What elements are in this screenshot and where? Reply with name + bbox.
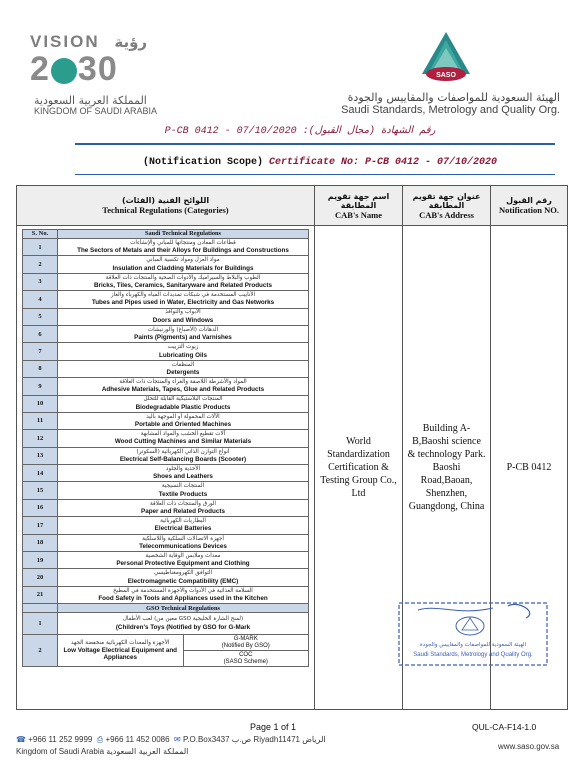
- row-number: 20: [23, 569, 58, 586]
- row-number: 21: [23, 586, 58, 603]
- header-regulations-en: Technical Regulations (Categories): [102, 205, 229, 215]
- regulation-english: Detergents: [166, 368, 200, 376]
- row-number: 7: [23, 343, 58, 360]
- stamp-text-en: Saudi Standards, Metrology and Quality Org.: [413, 652, 533, 658]
- regulation-arabic: آلات تقطيع الخشب والمواد المشابهة: [140, 431, 226, 438]
- row-number: 18: [23, 534, 58, 551]
- saso-stamp-icon: [398, 602, 548, 666]
- table-row: [23, 308, 309, 325]
- row-number: 8: [23, 360, 58, 377]
- table-row: [23, 273, 309, 290]
- table-row: [23, 517, 309, 534]
- table-row: [23, 378, 309, 395]
- regulation-arabic: أجهزة الاتصالات السلكية واللاسلكية: [142, 535, 224, 542]
- saso-arabic-name: الهيئة السعودية للمواصفات والمقاييس والجودة: [347, 91, 560, 104]
- regulation-cell: [58, 395, 309, 412]
- regulation-english: Personal Protective Equipment and Clothing: [116, 560, 250, 568]
- regulation-arabic: زيوت التزييت: [167, 344, 199, 351]
- regulation-cell: [58, 378, 309, 395]
- scope-line: [90, 157, 550, 168]
- section-saudi: Saudi Technical Regulations: [58, 230, 309, 239]
- row-number: 11: [23, 412, 58, 429]
- mail-icon: ✉: [174, 735, 181, 744]
- gmark-label: G-MARK: [233, 635, 258, 642]
- cab-address: Building A-B,Baoshi science & technology Park. Baoshi Road,Baoan, Shenzhen, Guangdong, China: [407, 423, 486, 512]
- regulation-english: Portable and Oriented Machines: [134, 421, 232, 429]
- vision-emblem-icon: [51, 58, 77, 84]
- divider: [75, 143, 555, 145]
- regulation-cell: [58, 256, 309, 273]
- regulation-arabic: الأجهزة والمعدات الكهربائية منخفضة الجهد: [71, 639, 170, 646]
- regulation-cell: [58, 552, 309, 569]
- table-row: [23, 412, 309, 429]
- row-number: 3: [23, 273, 58, 290]
- header-cab-name-ar: اسم جهة تقويم المطابقة: [327, 191, 390, 210]
- table-row: [23, 256, 309, 273]
- header-cab-name-en: CAB's Name: [335, 209, 382, 220]
- vision-arabic: رؤية: [114, 33, 148, 51]
- row-number: 2: [23, 635, 58, 667]
- regulation-english: Low Voltage Electrical Equipment and Appliances: [63, 647, 178, 662]
- regulation-cell: [58, 586, 309, 603]
- row-number: 16: [23, 499, 58, 516]
- regulation-english: Electrical Batteries: [154, 525, 212, 533]
- row-number: 10: [23, 395, 58, 412]
- coc-cell: [183, 651, 309, 667]
- regulation-arabic: التوافق الكهرومغناطيسي: [153, 570, 213, 577]
- regulation-arabic: معدات وملابس الوقاية الشخصية: [145, 552, 221, 559]
- header-cab-address: [403, 186, 491, 226]
- regulation-cell: [58, 447, 309, 464]
- section-row: [23, 604, 309, 613]
- regulation-arabic: الأبواب والنوافذ: [165, 309, 201, 316]
- regulation-arabic: الدهانات (الأصباغ) والورنيشات: [147, 326, 219, 333]
- table-row: [23, 291, 309, 308]
- vision-year-30: 30: [77, 50, 118, 88]
- regulation-cell: [58, 343, 309, 360]
- table-row: [23, 613, 309, 635]
- regulation-cell: [58, 325, 309, 342]
- row-number: 12: [23, 430, 58, 447]
- kingdom-line: [16, 747, 188, 756]
- row-number: 19: [23, 552, 58, 569]
- country-arabic: المملكة العربية السعودية: [34, 94, 147, 107]
- regulation-english: Bricks, Tiles, Ceramics, Sanitaryware and Related Products: [93, 281, 273, 289]
- row-number: 5: [23, 308, 58, 325]
- regulation-cell: [58, 360, 309, 377]
- certificate-line: P-CB 0412 - 07/10/2020 :رقم الشهادة (مجال القبول): [164, 126, 436, 137]
- table-row: [23, 447, 309, 464]
- regulation-arabic: مواد العزل ومواد تكسية المباني: [146, 257, 220, 264]
- regulation-cell: [58, 482, 309, 499]
- row-number: 6: [23, 325, 58, 342]
- regulation-cell: [58, 635, 184, 667]
- divider: [75, 174, 555, 175]
- notification-no: P-CB 0412: [506, 462, 552, 473]
- contact-line: [16, 735, 326, 745]
- coc-note: (SASO Scheme): [223, 658, 268, 665]
- regulation-cell: [58, 465, 309, 482]
- regulation-arabic: الأحذية والجلود: [165, 465, 201, 472]
- table-row: [23, 395, 309, 412]
- table-row: [23, 569, 309, 586]
- regulation-arabic: المنتجات البلاستيكية القابلة للتحلل: [143, 396, 223, 403]
- saso-english-name: Saudi Standards, Metrology and Quality Org.: [341, 104, 560, 116]
- vision-2030-logo: [30, 32, 170, 86]
- saso-logo-text: SASO: [436, 72, 456, 79]
- header-notification-ar: رقم القبول: [506, 196, 552, 205]
- table-row: [23, 325, 309, 342]
- regulation-cell: [58, 499, 309, 516]
- table-row: [23, 635, 309, 651]
- row-number: 4: [23, 291, 58, 308]
- header-notification-en: Notification NO.: [499, 205, 559, 215]
- regulation-cell: [58, 308, 309, 325]
- table-row: [23, 482, 309, 499]
- regulation-arabic: لعب الأطفال (معين من GSO لمنح الشارة الخليجية): [122, 616, 244, 623]
- table-header-row: [23, 230, 309, 239]
- row-number: 2: [23, 256, 58, 273]
- gmark-note: (Notified By GSO): [221, 642, 270, 649]
- header-cab-name: [315, 186, 403, 226]
- cab-name: World Standardization Certification & Testing Group Co., Ltd: [320, 436, 397, 499]
- stamp-text-ar: الهيئة السعودية للمواصفات والمقاييس والجودة: [419, 642, 527, 648]
- table-row: [23, 360, 309, 377]
- regulation-english: Shoes and Leathers: [153, 473, 213, 481]
- table-row: [23, 586, 309, 603]
- phone-1: +966 11 252 9999: [28, 735, 93, 744]
- table-row: [23, 534, 309, 551]
- regulation-cell: [58, 517, 309, 534]
- regulation-cell: [58, 291, 309, 308]
- regulation-english: Food Safety in Tools and Appliances used in the Kitchen: [98, 595, 268, 602]
- table-row: [23, 239, 309, 256]
- regulation-english: (Children's Toys (Notified by GSO for G-Mark: [115, 623, 251, 631]
- website-link[interactable]: www.saso.gov.sa: [498, 742, 560, 751]
- regulation-cell: [58, 239, 309, 256]
- country-english: KINGDOM OF SAUDI ARABIA: [34, 106, 158, 116]
- regulation-english: Wood Cutting Machines and Similar Materials: [114, 438, 252, 446]
- row-number: 13: [23, 447, 58, 464]
- vision-year-2: 2: [30, 50, 50, 88]
- row-number: 1: [23, 613, 58, 635]
- regulation-english: Lubricating Oils: [159, 351, 207, 359]
- row-number: 14: [23, 465, 58, 482]
- regulation-english: Adhesive Materials, Tapes, Glue and Related Products: [101, 386, 265, 394]
- phone-2: +966 11 452 0086: [105, 735, 170, 744]
- row-number: 15: [23, 482, 58, 499]
- table-row: [23, 499, 309, 516]
- regulation-arabic: المواد والأشرطة اللاصقة والغراء والمنتجات ذات العلاقة: [119, 379, 247, 386]
- regulation-arabic: قطاعات المعادن ومنتجاتها للمباني والإنشاءات: [130, 239, 236, 246]
- table-row: [23, 430, 309, 447]
- vision-word: VISION: [30, 32, 100, 51]
- regulation-english: Insulation and Cladding Materials for Buildings: [112, 264, 254, 272]
- regulation-arabic: الورق والمنتجات ذات العلاقة: [150, 500, 216, 507]
- regulation-arabic: أنواع التوازن الذاتي الكهربائية (السكوتر): [136, 448, 230, 455]
- regulation-cell: [58, 613, 309, 635]
- regulation-cell: [58, 534, 309, 551]
- regulation-english: Paper and Related Products: [141, 508, 225, 516]
- kingdom-arabic: المملكة العربية السعودية: [106, 747, 189, 756]
- regulation-cell: [58, 273, 309, 290]
- table-row: [23, 552, 309, 569]
- regulation-arabic: البطاريات الكهربائية: [160, 518, 206, 525]
- regulation-arabic: المنتجات النسيجية: [161, 483, 205, 490]
- header-cab-address-ar: عنوان جهة تقويم المطابقة: [412, 191, 481, 210]
- regulation-arabic: الآلات المحمولة أو الموجهة باليد: [146, 413, 220, 420]
- cab-name-cell: [315, 226, 403, 709]
- header-cab-address-en: CAB's Address: [419, 209, 474, 220]
- regulation-english: Electrical Self-Balancing Boards (Scooter): [119, 455, 247, 463]
- section-gso: GSO Technical Regulations: [58, 604, 309, 613]
- regulation-english: Textile Products: [158, 490, 208, 498]
- regulation-english: Tubes and Pipes used in Water, Electricity and Gas Networks: [91, 299, 275, 307]
- row-number: 17: [23, 517, 58, 534]
- regulation-arabic: الطوب والبلاط والسيراميك والأدوات الصحية والمنتجات ذات العلاقة: [105, 274, 261, 281]
- header-notification-no: [491, 186, 567, 226]
- row-number: 1: [23, 239, 58, 256]
- regulation-english: Paints (Pigments) and Varnishes: [134, 334, 232, 342]
- gmark-cell: [183, 635, 309, 651]
- regulation-cell: [58, 569, 309, 586]
- regulation-english: Doors and Windows: [152, 316, 214, 324]
- regulation-cell: [58, 430, 309, 447]
- form-code: QUL-CA-F14-1.0: [472, 722, 537, 732]
- regulation-english: Telecommunications Devices: [139, 542, 227, 550]
- regulation-cell: [58, 412, 309, 429]
- regulation-arabic: المنظفات: [171, 361, 195, 368]
- kingdom-english: Kingdom of Saudi Arabia: [16, 747, 105, 756]
- saso-logo-icon: [418, 30, 474, 86]
- regulations-table: [22, 229, 309, 667]
- scope-label: (Notification Scope): [142, 157, 263, 168]
- phone-icon: ☎: [16, 735, 26, 744]
- section-blank: [23, 604, 58, 613]
- header-regulations-ar: اللوائح الفنية (الفئات): [121, 196, 210, 205]
- scope-certificate: Certificate No: P-CB 0412 - 07/10/2020: [269, 157, 498, 168]
- fax-icon: ⎙: [96, 735, 104, 744]
- regulation-arabic: الأنابيب المستخدمة في شبكات تمديدات المياه والكهرباء والغاز: [110, 292, 256, 299]
- header-regulations: [17, 186, 315, 226]
- regulation-arabic: السلامة الغذائية في الأدوات والأجهزة المستخدمة في المطبخ: [113, 587, 253, 594]
- page-number: Page 1 of 1: [250, 722, 297, 732]
- sno-header: S. No.: [23, 230, 58, 239]
- coc-label: COC: [239, 651, 253, 658]
- table-row: [23, 343, 309, 360]
- regulation-english: Biodegradable Plastic Products: [135, 403, 231, 411]
- regulation-english: The Sectors of Metals and their Alloys for Buildings and Constructions: [77, 247, 289, 255]
- row-number: 9: [23, 378, 58, 395]
- table-row: [23, 465, 309, 482]
- pobox: P.O.Box3437 ص.ب Riyadh11471 الرياض: [182, 735, 326, 744]
- regulation-english: Electromagnetic Compatibility (EMC): [127, 577, 239, 585]
